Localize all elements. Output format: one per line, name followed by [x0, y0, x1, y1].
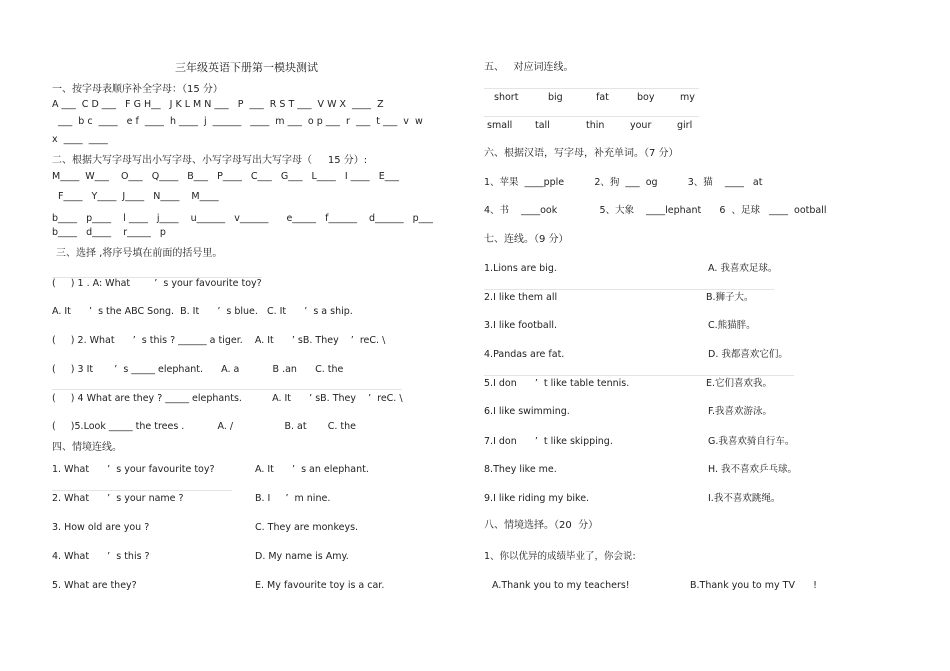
match-left-item: 2. What ’ s your name ?: [52, 493, 184, 504]
word-short: short: [494, 92, 519, 103]
scan-line: [52, 389, 402, 390]
word-boy: boy: [637, 92, 655, 103]
section-2-heading: 二、根据大写字母写出小写字母、小写字母写出大写字母（ 15 分）:: [52, 155, 368, 166]
question-2: ( ) 2. What ’ s this ? ______ a tiger. A. It ’ sB. They ’ reC. \: [52, 335, 386, 346]
match-english-item: 8.They like me.: [484, 464, 557, 475]
match-chinese-item: A. 我喜欢足球。: [708, 263, 778, 274]
word-small: small: [487, 120, 513, 131]
word-tall: tall: [535, 120, 550, 131]
scan-line: [484, 289, 774, 290]
match-left-item: 3. How old are you ?: [52, 522, 150, 533]
match-right-item: B. I ’ m nine.: [255, 493, 331, 504]
word-fat: fat: [596, 92, 609, 103]
match-english-item: 2.I like them all: [484, 292, 558, 303]
lowercase-row-1: b____ p____ l ____ j____ u______ v______ e_____ f______ d______ p___: [52, 213, 433, 224]
match-right-item: E. My favourite toy is a car.: [255, 580, 385, 591]
section-7-heading: 七、连线。（9 分）: [484, 234, 569, 245]
match-right-item: C. They are monkeys.: [255, 522, 359, 533]
match-chinese-item: E.它们喜欢我。: [706, 378, 773, 389]
section-8-heading: 八、情境选择。（20 分）: [484, 520, 599, 531]
match-left-item: 4. What ’ s this ?: [52, 551, 150, 562]
match-english-item: 7.I don ’ t like skipping.: [484, 436, 613, 447]
lowercase-row-2: b____ d____ r_____ p: [52, 227, 166, 238]
match-left-item: 1. What ’ s your favourite toy?: [52, 464, 215, 475]
word-thin: thin: [586, 120, 605, 131]
question-1: ( ) 1 . A: What ’ s your favourite toy?: [52, 278, 262, 289]
match-chinese-item: H. 我不喜欢乒乓球。: [708, 464, 798, 475]
question-5: ( )5.Look _____ the trees . A. / B. at C. the: [52, 421, 356, 432]
question-1-options: A. It ’ s the ABC Song. B. It ’ s blue. C. It ’ s a ship.: [52, 306, 353, 317]
match-english-item: 5.I don ’ t like table tennis.: [484, 378, 630, 389]
scan-line: [484, 116, 699, 117]
word-your: your: [630, 120, 652, 131]
match-chinese-item: C.熊猫胖。: [708, 320, 756, 331]
alphabet-line-2: ___ b c ____ e f ____ h ____ j ______ ____ m ___ o p ___ r ___ t ___ v w: [58, 116, 423, 127]
match-right-item: A. It ’ s an elephant.: [255, 464, 369, 475]
match-chinese-item: F.我喜欢游泳。: [708, 406, 772, 417]
match-english-item: 4.Pandas are fat.: [484, 349, 565, 360]
match-english-item: 9.I like riding my bike.: [484, 493, 590, 504]
match-chinese-item: B.狮子大。: [706, 292, 754, 303]
section-3-heading: 三、选择 ,将序号填在前面的括号里。: [56, 248, 223, 259]
match-english-item: 1.Lions are big.: [484, 263, 557, 274]
section-6-heading: 六、根据汉语，写字母，补充单词。（7 分）: [484, 148, 679, 159]
match-chinese-item: I.我不喜欢跳绳。: [708, 493, 781, 504]
situation-question-1: 1、你以优异的成绩毕业了，你会说:: [484, 551, 636, 562]
page-title: 三年级英语下册第一模块测试: [175, 61, 318, 74]
scan-line: [52, 490, 232, 491]
word-girl: girl: [677, 120, 693, 131]
scan-line: [484, 88, 699, 89]
fill-word-row-2: 4、书 ____ook 5、大象 ____lephant 6 、足球 ____ ootball: [484, 205, 827, 216]
word-my: my: [680, 92, 695, 103]
uppercase-row-1: M____ W___ O___ Q____ B___ P____ C___ G___ L____ I ____ E___: [52, 171, 399, 182]
alphabet-line-1: A ___ C D ___ F G H__ J K L M N ___ P ___ R S T ___ V W X ____ Z: [52, 99, 384, 110]
situation-option-a: A.Thank you to my teachers!: [492, 580, 630, 591]
match-right-item: D. My name is Amy.: [255, 551, 349, 562]
question-3: ( ) 3 It ’ s _____ elephant. A. a B .an C. the: [52, 364, 344, 375]
match-chinese-item: G.我喜欢骑自行车。: [708, 436, 795, 447]
section-1-heading: 一、按字母表顺序补全字母：（15 分）: [52, 84, 223, 95]
situation-option-b: B.Thank you to my TV !: [690, 580, 817, 591]
section-5-heading: 五、 对应词连线。: [484, 62, 574, 73]
fill-word-row-1: 1、苹果 ____pple 2、狗 ___ og 3、猫 ____ at: [484, 177, 763, 188]
uppercase-row-2: F____ Y____ J____ N____ M____: [58, 191, 219, 202]
match-english-item: 3.I like football.: [484, 320, 558, 331]
scan-line: [484, 375, 794, 376]
match-left-item: 5. What are they?: [52, 580, 137, 591]
match-english-item: 6.I like swimming.: [484, 406, 570, 417]
match-chinese-item: D. 我都喜欢它们。: [708, 349, 788, 360]
section-4-heading: 四、情境连线。: [52, 442, 122, 453]
question-4: ( ) 4 What are they ? _____ elephants. A. It ’ sB. They ’ reC. \: [52, 393, 403, 404]
word-big: big: [548, 92, 563, 103]
alphabet-line-3: x ____ ____: [52, 134, 108, 145]
